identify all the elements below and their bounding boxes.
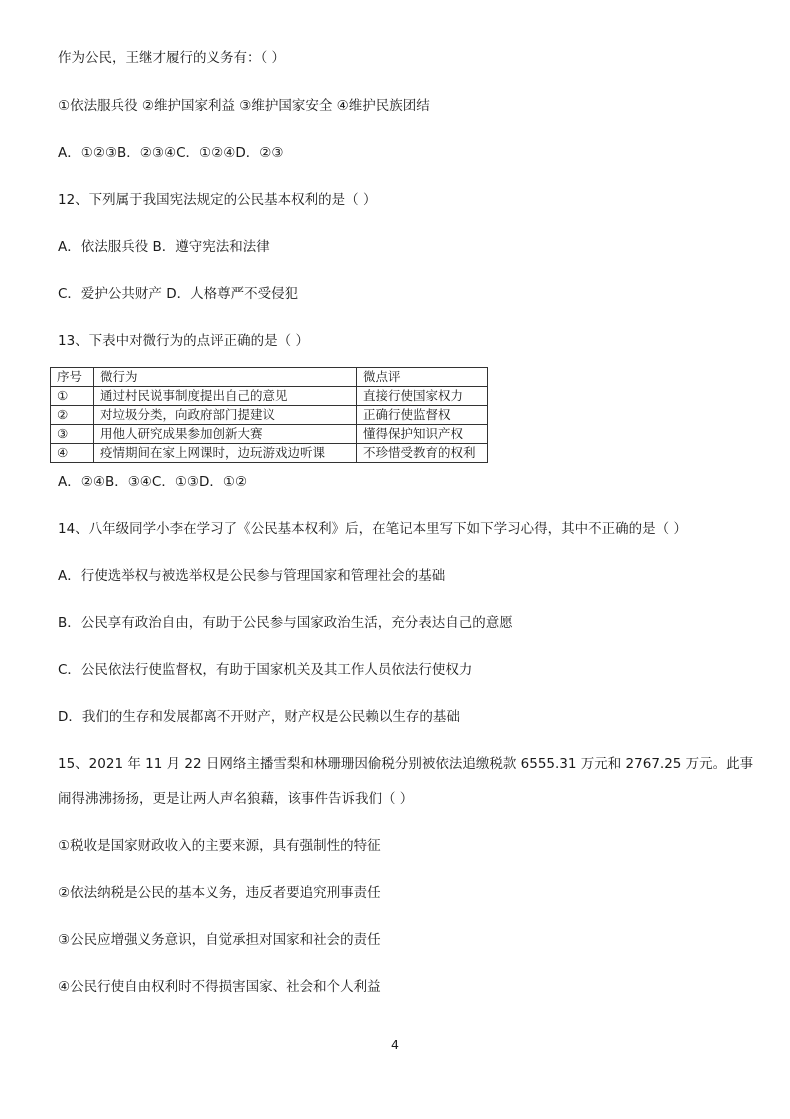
q15-option-3: ③公民应增强义务意识，自觉承担对国家和社会的责任 (58, 932, 381, 948)
table-header-cell: 微行为 (94, 368, 357, 387)
q14-choice-c: C．公民依法行使监督权，有助于国家机关及其工作人员依法行使权力 (58, 662, 473, 678)
table-cell: ① (51, 387, 94, 406)
q11-answer-choices: A．①②③B．②③④C．①②④D．②③ (58, 145, 284, 161)
table-cell: ③ (51, 425, 94, 444)
table-header-row (51, 368, 488, 387)
table-row (51, 444, 488, 463)
table-cell: 不珍惜受教育的权利 (357, 444, 488, 463)
table-row (51, 387, 488, 406)
q14-stem: 14、八年级同学小李在学习了《公民基本权利》后，在笔记本里写下如下学习心得，其中不正确的是（ ） (58, 521, 687, 537)
q13-stem: 13、下表中对微行为的点评正确的是（ ） (58, 333, 309, 349)
table-cell: ② (51, 406, 94, 425)
q12-choices-ab: A．依法服兵役 B．遵守宪法和法律 (58, 239, 270, 255)
table-cell: 用他人研究成果参加创新大赛 (94, 425, 357, 444)
table-header-cell: 序号 (51, 368, 94, 387)
q15-option-1: ①税收是国家财政收入的主要来源，具有强制性的特征 (58, 838, 381, 854)
table-cell: ④ (51, 444, 94, 463)
q15-option-2: ②依法纳税是公民的基本义务，违反者要追究刑事责任 (58, 885, 381, 901)
table-row (51, 406, 488, 425)
page-number: 4 (391, 1037, 399, 1052)
table-cell: 直接行使国家权力 (357, 387, 488, 406)
q14-choice-d: D．我们的生存和发展都离不开财产，财产权是公民赖以生存的基础 (58, 709, 460, 725)
q14-choice-a: A．行使选举权与被选举权是公民参与管理国家和管理社会的基础 (58, 568, 446, 584)
q15-stem-line1: 15、2021 年 11 月 22 日网络主播雪梨和林珊珊因偷税分别被依法追缴税款 6555.31 万元和 2767.25 万元。此事 (58, 756, 754, 772)
q15-stem-line2: 闹得沸沸扬扬，更是让两人声名狼藉，该事件告诉我们（ ） (58, 791, 414, 807)
q11-stem-tail: 作为公民，王继才履行的义务有：（ ） (58, 50, 286, 66)
table-cell: 懂得保护知识产权 (357, 425, 488, 444)
table-cell: 疫情期间在家上网课时，边玩游戏边听课 (94, 444, 357, 463)
table-cell: 正确行使监督权 (357, 406, 488, 425)
table-cell: 对垃圾分类，向政府部门提建议 (94, 406, 357, 425)
q12-choices-cd: C．爱护公共财产 D．人格尊严不受侵犯 (58, 286, 299, 302)
q12-stem: 12、下列属于我国宪法规定的公民基本权利的是（ ） (58, 192, 377, 208)
table-cell: 通过村民说事制度提出自己的意见 (94, 387, 357, 406)
q11-options-list: ①依法服兵役 ②维护国家利益 ③维护国家安全 ④维护民族团结 (58, 98, 430, 114)
q15-option-4: ④公民行使自由权利时不得损害国家、社会和个人利益 (58, 979, 381, 995)
table-header-cell: 微点评 (357, 368, 488, 387)
q14-choice-b: B．公民享有政治自由，有助于公民参与国家政治生活，充分表达自己的意愿 (58, 615, 513, 631)
q13-answer-choices: A．②④B．③④C．①③D．①② (58, 474, 248, 490)
table-row (51, 425, 488, 444)
q13-table (50, 367, 488, 463)
